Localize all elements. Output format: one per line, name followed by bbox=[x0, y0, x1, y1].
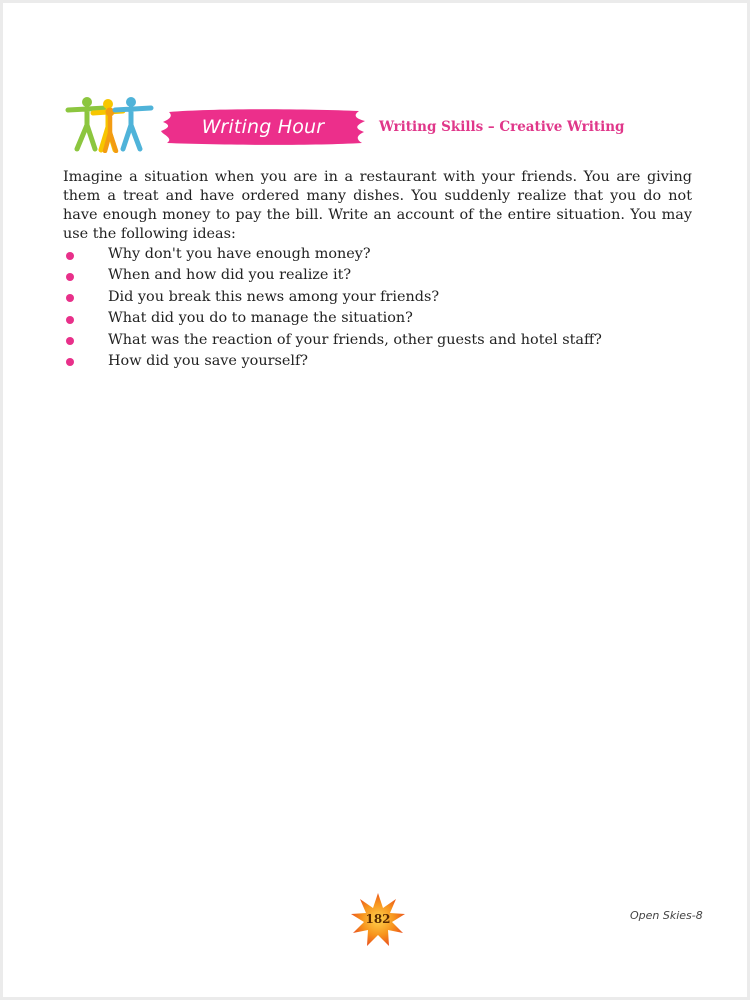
list-item bbox=[63, 351, 693, 372]
list-item bbox=[63, 287, 693, 308]
section-subject: Writing Skills – Creative Writing bbox=[379, 119, 625, 135]
section-header bbox=[63, 95, 703, 157]
people-holding-hands-icon bbox=[63, 95, 155, 153]
writing-prompt: Imagine a situation when you are in a restaurant with your friends. You are giving them a treat and have ordered many dishes. You suddenly realize that you do not have enough money to pay the bill. Write an account of the entire situation. You may use the following ideas: bbox=[63, 169, 692, 242]
list-item bbox=[63, 330, 693, 351]
writing-hour-banner bbox=[159, 107, 367, 147]
ideas-list bbox=[63, 244, 693, 372]
page-number: 182 bbox=[365, 912, 391, 926]
idea-text: Did you break this news among your friends? bbox=[108, 288, 440, 305]
banner-label: Writing Hour bbox=[201, 116, 325, 138]
bullet-icon bbox=[66, 316, 74, 324]
bullet-icon bbox=[66, 337, 74, 345]
list-item bbox=[63, 308, 693, 329]
idea-text: What was the reaction of your friends, other guests and hotel staff? bbox=[108, 331, 602, 348]
idea-text: When and how did you realize it? bbox=[108, 267, 352, 284]
list-item bbox=[63, 265, 693, 286]
textbook-page bbox=[3, 3, 747, 997]
idea-text: Why don't you have enough money? bbox=[108, 246, 371, 262]
bullet-icon bbox=[66, 294, 74, 302]
idea-text: How did you save yourself? bbox=[108, 352, 309, 369]
bullet-icon bbox=[66, 273, 74, 281]
book-title: Open Skies-8 bbox=[630, 909, 703, 922]
list-item bbox=[63, 244, 693, 265]
bullet-icon bbox=[66, 358, 74, 366]
bullet-icon bbox=[66, 252, 74, 260]
page-number-badge bbox=[349, 891, 407, 949]
idea-text: What did you do to manage the situation? bbox=[108, 310, 413, 327]
